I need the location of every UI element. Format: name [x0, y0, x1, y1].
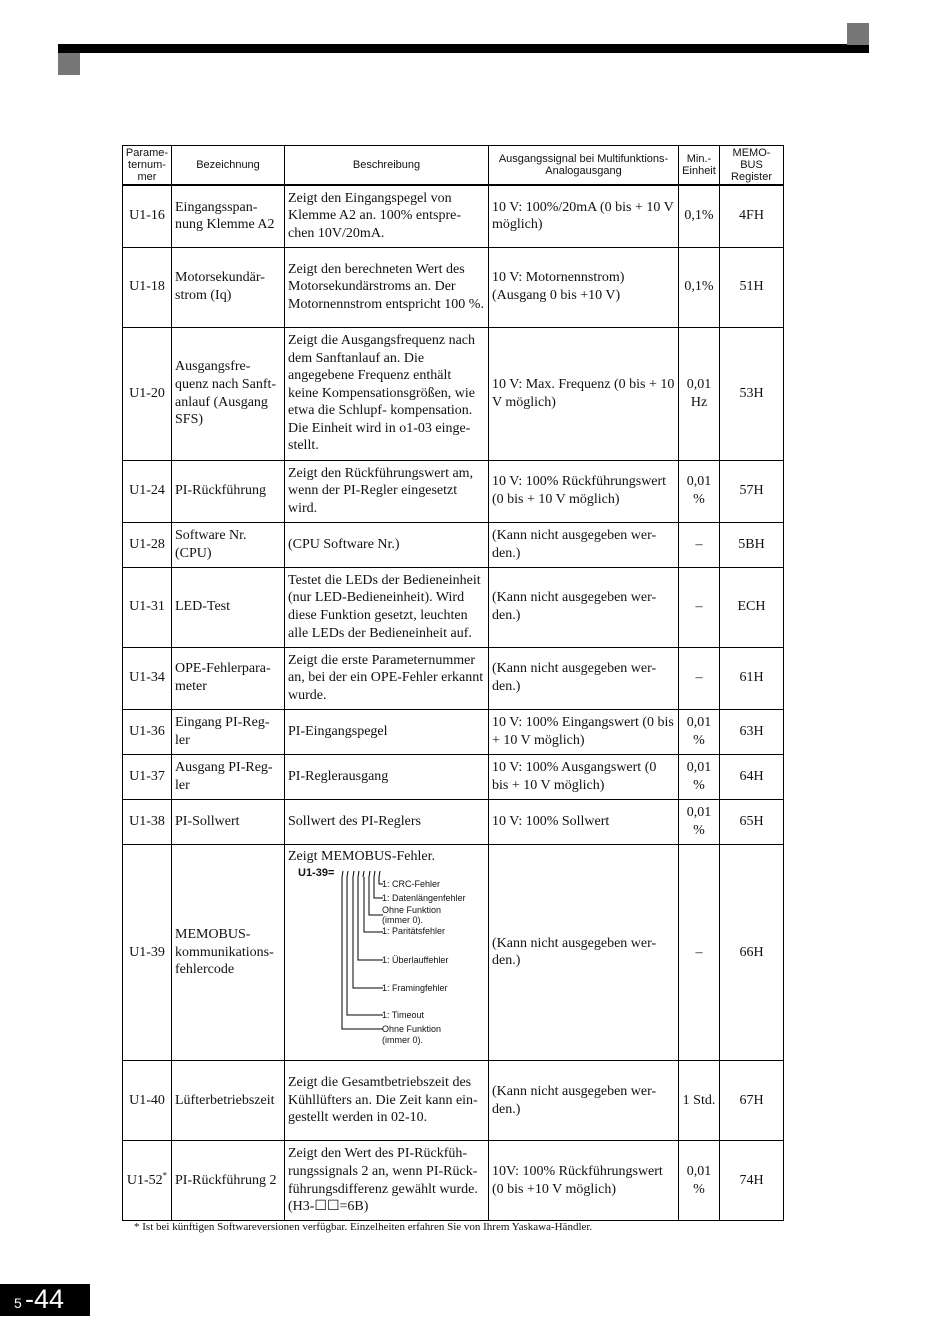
table-row [123, 709, 784, 754]
cell-output: 10 V: 100% Ausgangswert (0 bis + 10 V möglich) [489, 754, 679, 799]
cell-desc: Sollwert des PI-Reglers [285, 799, 489, 844]
table-row [123, 754, 784, 799]
table-row [123, 185, 784, 247]
cell-code: U1-31 [123, 567, 172, 647]
desc-text: Zeigt MEMOBUS-Fehler. [288, 848, 435, 864]
table-row [123, 460, 784, 522]
cell-register: 51H [720, 247, 784, 327]
table-row [123, 1141, 784, 1221]
cell-name: Software Nr. (CPU) [172, 522, 285, 567]
cell-output: (Kann nicht ausgegeben wer-den.) [489, 1061, 679, 1141]
cell-unit: 0,01 % [679, 1141, 720, 1221]
col-header-unit: Min.-Einheit [679, 146, 720, 186]
cell-desc: Zeigt den Rückführungswert am, wenn der PI-Regler eingesetzt wird. [285, 460, 489, 522]
cell-output: (Kann nicht ausgegeben wer-den.) [489, 522, 679, 567]
code-text: U1-52 [126, 1172, 163, 1188]
header-bar [58, 44, 869, 53]
page-section: 5 [14, 1295, 22, 1311]
footnote-marker: * [162, 1170, 168, 1181]
diagram-label: 1: Timeout [382, 1010, 425, 1021]
cell-unit: – [679, 567, 720, 647]
cell-code: U1-38 [123, 799, 172, 844]
cell-code: U1-39 [123, 844, 172, 1061]
cell-name: LED-Test [172, 567, 285, 647]
cell-unit: 0,1% [679, 185, 720, 247]
cell-desc: Zeigt die Gesamtbetriebszeit des Kühllüfters an. Die Zeit kann ein-gestellt werden in 02-10. [285, 1061, 489, 1141]
diagram-label: (immer 0). [382, 1035, 423, 1046]
cell-code: U1-34 [123, 647, 172, 709]
table-row [123, 327, 784, 460]
cell-register: 64H [720, 754, 784, 799]
col-header-param: Parame-ternum-mer [123, 146, 172, 186]
diagram-label: 1: Datenlängenfehler [382, 893, 466, 904]
diagram-label: 1: Überlauffehler [382, 955, 449, 966]
cell-output: 10 V: 100% Eingangswert (0 bis + 10 V möglich) [489, 709, 679, 754]
cell-output: 10 V: Max. Frequenz (0 bis + 10 V möglich) [489, 327, 679, 460]
parameter-table [122, 145, 784, 1221]
cell-name: Ausgang PI-Reg-ler [172, 754, 285, 799]
cell-unit: 0,01 % [679, 799, 720, 844]
table-row [123, 647, 784, 709]
diagram-label: Ohne Funktion [382, 905, 442, 916]
memobus-bit-diagram [288, 865, 488, 1055]
header-marker-left [58, 53, 80, 75]
cell-unit: 0,01 % [679, 754, 720, 799]
cell-register: 65H [720, 799, 784, 844]
page-number: -44 [25, 1284, 65, 1314]
cell-desc: Zeigt den Eingangspegel von Klemme A2 an. 100% entspre-chen 10V/20mA. [285, 185, 489, 247]
cell-name: PI-Sollwert [172, 799, 285, 844]
cell-desc: Zeigt den Wert des PI-Rückfüh-rungssignals 2 an, wenn PI-Rück-führungsdifferenz gewählt wurde. (H3-☐☐=6B) [285, 1141, 489, 1221]
cell-register: 63H [720, 709, 784, 754]
cell-code: U1-18 [123, 247, 172, 327]
diagram-prefix: U1-39= [298, 867, 335, 880]
cell-code: U1-36 [123, 709, 172, 754]
cell-output: 10V: 100% Rückführungswert (0 bis +10 V möglich) [489, 1141, 679, 1221]
header-marker-right [847, 23, 869, 45]
cell-unit: 0,01 % [679, 460, 720, 522]
cell-register: 74H [720, 1141, 784, 1221]
cell-desc: Zeigt die Ausgangsfrequenz nach dem Sanftanlauf an. Die angegebene Frequenz enthält keine Kompensationsgrößen, wie etwa die Schlupf- kompensation. Die Einheit wird in o1-03 einge-stellt. [285, 327, 489, 460]
footnote: * Ist bei künftigen Softwareversionen verfügbar. Einzelheiten erfahren Sie von Ihrem Yaskawa-Händler. [134, 1221, 593, 1233]
cell-code: U1-20 [123, 327, 172, 460]
cell-register: 5BH [720, 522, 784, 567]
cell-code: U1-28 [123, 522, 172, 567]
table-row [123, 567, 784, 647]
diagram-label: (immer 0). [382, 915, 423, 926]
cell-unit: 1 Std. [679, 1061, 720, 1141]
table-row [123, 1061, 784, 1141]
col-header-output: Ausgangssignal bei Multifunktions-Analogausgang [489, 146, 679, 186]
cell-name: MEMOBUS-kommunikations-fehlercode [172, 844, 285, 1061]
cell-output: (Kann nicht ausgegeben wer-den.) [489, 844, 679, 1061]
cell-name: Lüfterbetriebszeit [172, 1061, 285, 1141]
cell-register: 67H [720, 1061, 784, 1141]
cell-unit: – [679, 522, 720, 567]
cell-output: (Kann nicht ausgegeben wer-den.) [489, 567, 679, 647]
cell-code: U1-16 [123, 185, 172, 247]
cell-register: ECH [720, 567, 784, 647]
cell-desc: Zeigt die erste Parameternummer an, bei der ein OPE-Fehler erkannt wurde. [285, 647, 489, 709]
diagram-label: Ohne Funktion [382, 1024, 442, 1035]
col-header-register: MEMO-BUS Register [720, 146, 784, 186]
table-row [123, 844, 784, 1061]
page-number-box [0, 1284, 90, 1316]
col-header-desc: Beschreibung [285, 146, 489, 186]
cell-unit: – [679, 647, 720, 709]
col-header-name: Bezeichnung [172, 146, 285, 186]
cell-code [123, 1141, 172, 1221]
cell-code: U1-37 [123, 754, 172, 799]
cell-name: Motorsekundär-strom (Iq) [172, 247, 285, 327]
table-row [123, 247, 784, 327]
cell-name: Ausgangsfre-quenz nach Sanft-anlauf (Ausgang SFS) [172, 327, 285, 460]
cell-register: 4FH [720, 185, 784, 247]
cell-name: Eingangsspan-nung Klemme A2 [172, 185, 285, 247]
cell-unit: 0,1% [679, 247, 720, 327]
cell-desc: Testet die LEDs der Bedieneinheit (nur LED-Bedieneinheit). Wird diese Funktion gesetzt, leuchten alle LEDs der Bedieneinheit auf. [285, 567, 489, 647]
cell-desc: (CPU Software Nr.) [285, 522, 489, 567]
cell-code: U1-24 [123, 460, 172, 522]
diagram-label: 1: Paritätsfehler [382, 926, 446, 937]
cell-register: 53H [720, 327, 784, 460]
cell-output: 10 V: 100%/20mA (0 bis + 10 V möglich) [489, 185, 679, 247]
cell-unit: 0,01 % [679, 709, 720, 754]
diagram-label: 1: Framingfehler [382, 983, 448, 994]
cell-register: 61H [720, 647, 784, 709]
cell-output: 10 V: 100% Sollwert [489, 799, 679, 844]
cell-desc: PI-Eingangspegel [285, 709, 489, 754]
cell-desc: Zeigt den berechneten Wert des Motorsekundärstroms an. Der Motornennstrom entspricht 100 %. [285, 247, 489, 327]
cell-unit: 0,01 Hz [679, 327, 720, 460]
cell-output: 10 V: 100% Rückführungswert (0 bis + 10 V möglich) [489, 460, 679, 522]
cell-output: (Kann nicht ausgegeben wer-den.) [489, 647, 679, 709]
cell-name: PI-Rückführung [172, 460, 285, 522]
cell-name: Eingang PI-Reg-ler [172, 709, 285, 754]
table-row [123, 522, 784, 567]
cell-desc [285, 844, 489, 1061]
cell-name: PI-Rückführung 2 [172, 1141, 285, 1221]
table-row [123, 799, 784, 844]
cell-register: 66H [720, 844, 784, 1061]
table-header-row [123, 146, 784, 186]
cell-name: OPE-Fehlerpara-meter [172, 647, 285, 709]
cell-unit: – [679, 844, 720, 1061]
diagram-label: 1: CRC-Fehler [382, 879, 441, 890]
cell-register: 57H [720, 460, 784, 522]
cell-code: U1-40 [123, 1061, 172, 1141]
cell-desc: PI-Reglerausgang [285, 754, 489, 799]
cell-output: 10 V: Motornennstrom) (Ausgang 0 bis +10 V) [489, 247, 679, 327]
